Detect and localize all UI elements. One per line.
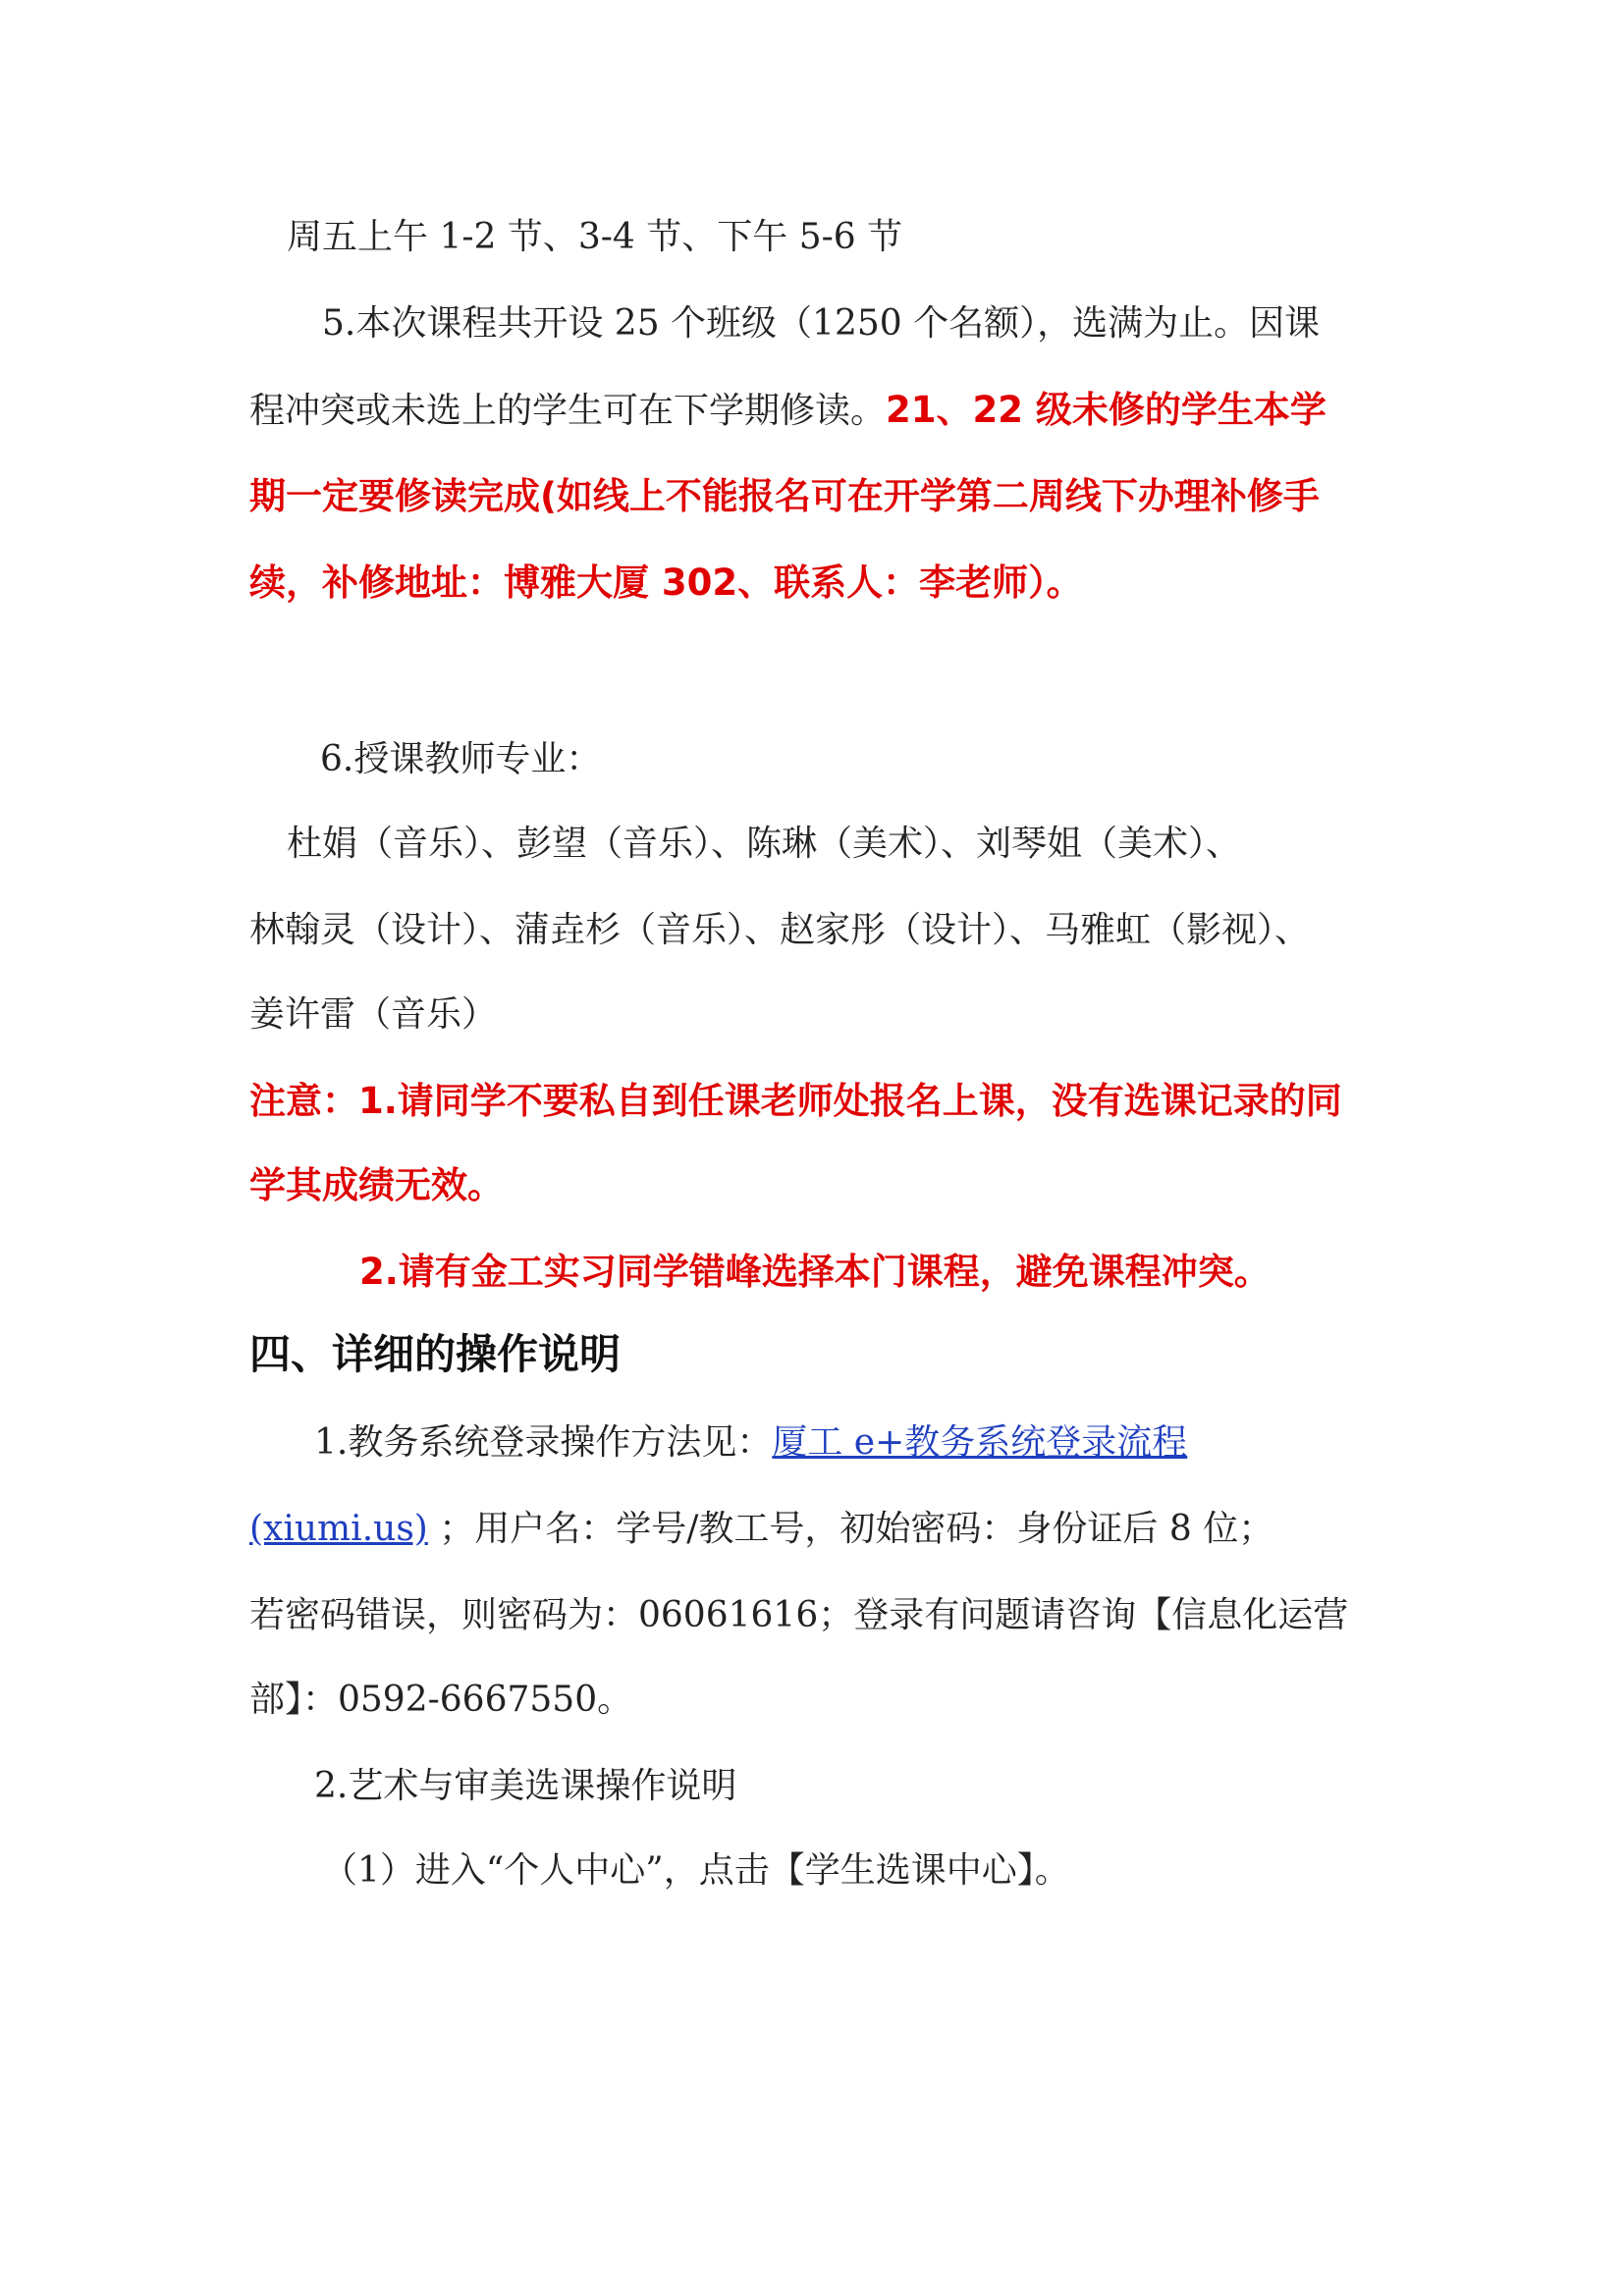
s4-item2-step1: （1）进入“个人中心”，点击【学生选课中心】。 [322,1850,1070,1891]
teachers-line1: 杜娟（音乐）、彭望（音乐）、陈琳（美术）、刘琴姐（美术）、 [287,824,1242,864]
item5-line2-red: 21、22 级未修的学生本学 [886,389,1326,431]
section4-heading: 四、详细的操作说明 [249,1330,622,1378]
login-guide-link[interactable]: 厦工 e+教务系统登录流程 [772,1422,1188,1463]
s4-item1-line2 [249,1508,1273,1551]
login-guide-link-source[interactable]: (xiumi.us) [249,1509,428,1549]
note-line2: 学其成绩无效。 [249,1164,504,1206]
s4-item1-line4: 部】：0592-6667550。 [249,1680,633,1720]
s4-item1-prefix: 1.教务系统登录操作方法见： [314,1422,773,1463]
teachers-line3: 姜许雷（音乐） [249,994,498,1035]
item6-title: 6.授课教师专业： [320,739,602,779]
note-line3: 2.请有金工实习同学错峰选择本门课程，避免课程冲突。 [359,1251,1271,1293]
note-line1: 注意：1.请同学不要私自到任课老师处报名上课，没有选课记录的同 [249,1080,1342,1122]
s4-item1-line3: 若密码错误，则密码为：06061616；登录有问题请咨询【信息化运营 [249,1595,1349,1635]
s4-item1-rest: ；用户名：学号/教工号，初始密码：身份证后 8 位； [427,1509,1274,1549]
item5-line3-red: 期一定要修读完成(如线上不能报名可在开学第二周线下办理补修手 [249,475,1320,517]
item5-line2 [249,389,1326,433]
s4-item2-title: 2.艺术与审美选课操作说明 [314,1766,737,1806]
item5-line1: 5.本次课程共开设 25 个班级（1250 个名额），选满为止。因课 [322,303,1321,344]
teachers-line2: 林翰灵（设计）、蒲垚杉（音乐）、赵家彤（设计）、马雅虹（影视）、 [249,910,1311,950]
s4-item1-line1 [314,1421,1187,1465]
item5-line4-red: 续，补修地址：博雅大厦 302、联系人：李老师）。 [249,561,1083,604]
schedule-line: 周五上午 1-2 节、3-4 节、下午 5-6 节 [287,217,903,257]
item5-line2-normal: 程冲突或未选上的学生可在下学期修读。 [249,391,887,431]
